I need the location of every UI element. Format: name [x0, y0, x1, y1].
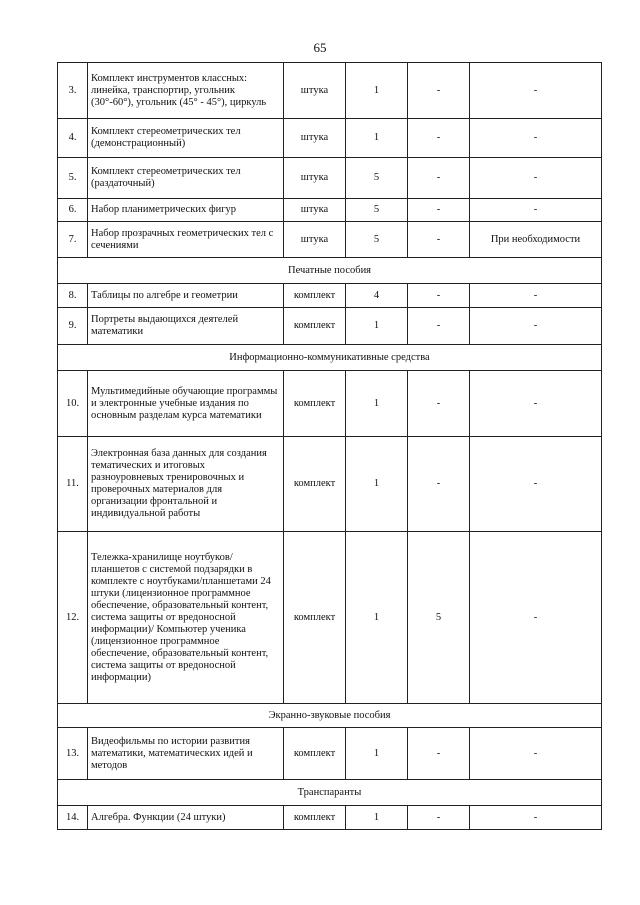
item-name: Таблицы по алгебре и геометрии — [88, 284, 284, 308]
section-row — [58, 258, 602, 284]
item-quantity-2: - — [408, 63, 470, 119]
item-name: Комплект инструментов классных: линейка, транспортир, угольник (30°-60°), угольник (45° - 45°), циркуль — [88, 63, 284, 119]
item-note: - — [470, 437, 602, 532]
row-number: 12. — [58, 532, 88, 704]
item-quantity-1: 1 — [346, 371, 408, 437]
section-row — [58, 345, 602, 371]
item-unit: штука — [284, 222, 346, 258]
item-quantity-1: 5 — [346, 222, 408, 258]
item-unit: штука — [284, 199, 346, 222]
item-quantity-1: 5 — [346, 158, 408, 199]
item-name: Тележка-хранилище ноутбуков/планшетов с системой подзарядки в комплекте с ноутбуками/планшетами 24 штуки (лицензионное программное обеспечение, образовательный контент, система защиты от вредоносной информации)/ Компьютер ученика (лицензионное программное обеспечение, образовательный контент, система защиты от вредоносной информации) — [88, 532, 284, 704]
item-name: Электронная база данных для создания тематических и итоговых разноуровневых тренировочных и проверочных материалов для организации фронтальной и индивидуальной работы — [88, 437, 284, 532]
item-quantity-1: 1 — [346, 308, 408, 345]
table-row — [58, 308, 602, 345]
item-quantity-1: 1 — [346, 119, 408, 158]
table-row — [58, 371, 602, 437]
item-note: - — [470, 532, 602, 704]
row-number: 4. — [58, 119, 88, 158]
page-number: 65 — [313, 40, 327, 55]
item-quantity-2: - — [408, 158, 470, 199]
table-row — [58, 806, 602, 830]
table-row — [58, 119, 602, 158]
item-note: - — [470, 63, 602, 119]
item-quantity-1: 4 — [346, 284, 408, 308]
item-unit: штука — [284, 158, 346, 199]
row-number: 3. — [58, 63, 88, 119]
item-unit: комплект — [284, 532, 346, 704]
item-note: - — [470, 371, 602, 437]
table-row — [58, 284, 602, 308]
item-quantity-2: - — [408, 199, 470, 222]
item-quantity-2: - — [408, 119, 470, 158]
item-unit: комплект — [284, 284, 346, 308]
item-note: - — [470, 284, 602, 308]
item-name: Комплект стереометрических тел (раздаточный) — [88, 158, 284, 199]
item-name: Видеофильмы по истории развития математики, математических идей и методов — [88, 728, 284, 780]
row-number: 13. — [58, 728, 88, 780]
item-unit: комплект — [284, 437, 346, 532]
item-note: - — [470, 308, 602, 345]
section-title: Информационно-коммуникативные средства — [58, 345, 602, 371]
item-unit: штука — [284, 119, 346, 158]
table-row — [58, 222, 602, 258]
table-row — [58, 199, 602, 222]
item-note: - — [470, 119, 602, 158]
item-quantity-2: - — [408, 806, 470, 830]
item-quantity-2: - — [408, 437, 470, 532]
table-row — [58, 532, 602, 704]
item-quantity-1: 1 — [346, 532, 408, 704]
item-quantity-2: - — [408, 284, 470, 308]
section-title: Печатные пособия — [58, 258, 602, 284]
item-quantity-1: 1 — [346, 806, 408, 830]
item-quantity-2: 5 — [408, 532, 470, 704]
section-row — [58, 780, 602, 806]
equipment-table — [57, 62, 602, 830]
row-number: 10. — [58, 371, 88, 437]
section-row — [58, 704, 602, 728]
row-number: 8. — [58, 284, 88, 308]
section-title: Экранно-звуковые пособия — [58, 704, 602, 728]
item-unit: штука — [284, 63, 346, 119]
item-name: Комплект стереометрических тел (демонстрационный) — [88, 119, 284, 158]
item-note: - — [470, 728, 602, 780]
item-note: - — [470, 199, 602, 222]
item-note: При необходимости — [470, 222, 602, 258]
table-row — [58, 158, 602, 199]
item-quantity-2: - — [408, 308, 470, 345]
item-unit: комплект — [284, 728, 346, 780]
row-number: 5. — [58, 158, 88, 199]
item-note: - — [470, 806, 602, 830]
item-name: Мультимедийные обучающие программы и электронные учебные издания по основным разделам курса математики — [88, 371, 284, 437]
item-name: Алгебра. Функции (24 штуки) — [88, 806, 284, 830]
row-number: 11. — [58, 437, 88, 532]
table-row — [58, 63, 602, 119]
item-note: - — [470, 158, 602, 199]
item-name: Набор планиметрических фигур — [88, 199, 284, 222]
item-name: Портреты выдающихся деятелей математики — [88, 308, 284, 345]
item-quantity-1: 1 — [346, 437, 408, 532]
row-number: 9. — [58, 308, 88, 345]
table-row — [58, 728, 602, 780]
item-quantity-1: 1 — [346, 728, 408, 780]
section-title: Транспаранты — [58, 780, 602, 806]
item-quantity-1: 5 — [346, 199, 408, 222]
item-unit: комплект — [284, 806, 346, 830]
row-number: 6. — [58, 199, 88, 222]
item-quantity-2: - — [408, 371, 470, 437]
row-number: 7. — [58, 222, 88, 258]
item-quantity-2: - — [408, 222, 470, 258]
item-unit: комплект — [284, 308, 346, 345]
item-quantity-2: - — [408, 728, 470, 780]
item-unit: комплект — [284, 371, 346, 437]
table-row — [58, 437, 602, 532]
row-number: 14. — [58, 806, 88, 830]
item-quantity-1: 1 — [346, 63, 408, 119]
item-name: Набор прозрачных геометрических тел с сечениями — [88, 222, 284, 258]
